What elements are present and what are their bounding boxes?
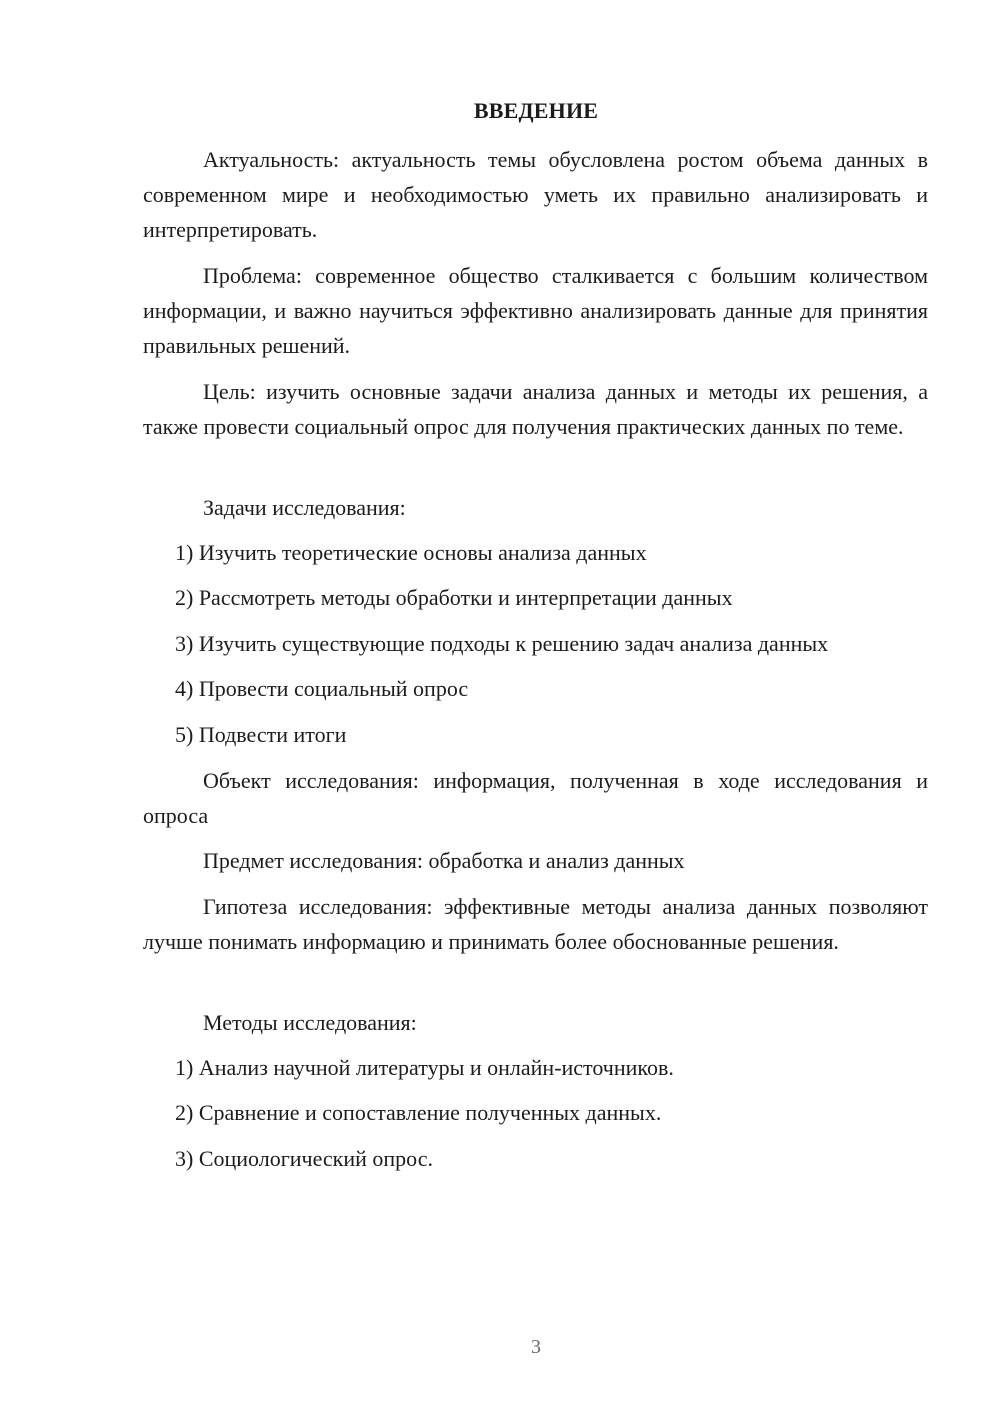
task-item: 1) Изучить теоретические основы анализа данных	[175, 540, 647, 565]
relevance-paragraph: Актуальность: актуальность темы обусловлена ростом объема данных в современном мире и необходимостью уметь их правильно анализировать и интерпретировать.	[143, 147, 928, 242]
task-item: 5) Подвести итоги	[175, 722, 347, 747]
method-item: 3) Социологический опрос.	[175, 1146, 433, 1171]
methods-title: Методы исследования:	[203, 1010, 417, 1035]
hypothesis-paragraph: Гипотеза исследования: эффективные методы анализа данных позволяют лучше понимать информацию и принимать более обоснованные решения.	[143, 894, 928, 954]
goal-paragraph: Цель: изучить основные задачи анализа данных и методы их решения, а также провести социальный опрос для получения практических данных по теме.	[143, 379, 928, 439]
task-item: 3) Изучить существующие подходы к решению задач анализа данных	[175, 631, 829, 656]
task-item: 4) Провести социальный опрос	[175, 676, 469, 701]
subject-paragraph: Предмет исследования: обработка и анализ данных	[203, 848, 685, 873]
method-item: 2) Сравнение и сопоставление полученных данных.	[175, 1100, 662, 1125]
object-paragraph: Объект исследования: информация, полученная в ходе исследования и опроса	[143, 768, 928, 828]
task-item: 2) Рассмотреть методы обработки и интерпретации данных	[175, 585, 733, 610]
problem-paragraph: Проблема: современное общество сталкивается с большим количеством информации, и важно научиться эффективно анализировать данные для принятия правильных решений.	[143, 263, 928, 358]
tasks-title: Задачи исследования:	[203, 495, 406, 520]
method-item: 1) Анализ научной литературы и онлайн-источников.	[175, 1055, 674, 1080]
page-number: 3	[531, 1336, 541, 1358]
section-heading: ВВЕДЕНИЕ	[473, 98, 599, 123]
